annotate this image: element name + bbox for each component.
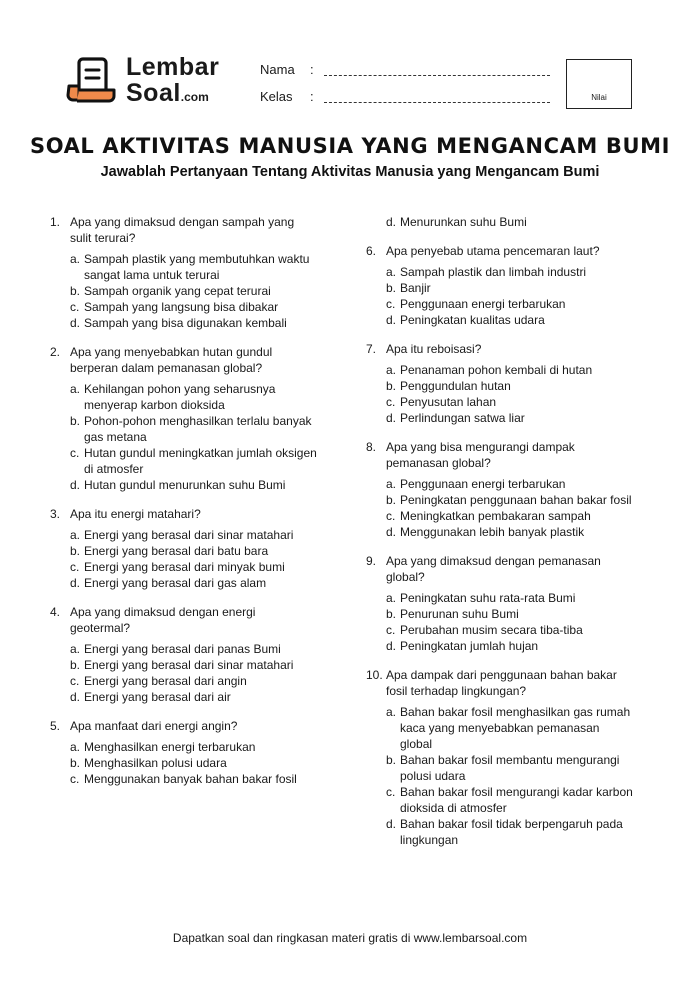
option-text: Energi yang berasal dari sinar matahari bbox=[84, 528, 294, 542]
question-number: 5. bbox=[50, 719, 61, 733]
option-letter: d. bbox=[386, 215, 397, 229]
option-letter: c. bbox=[70, 446, 80, 460]
brand-logo bbox=[126, 54, 219, 110]
option-b[interactable] bbox=[386, 280, 634, 296]
question-9 bbox=[366, 553, 634, 654]
logo-text-line1: Lembar bbox=[126, 53, 220, 81]
option-letter: c. bbox=[70, 560, 80, 574]
question-text: Apa yang dimaksud dengan pemanasan global? bbox=[386, 554, 601, 584]
question-number: 6. bbox=[366, 244, 377, 258]
option-d[interactable] bbox=[70, 477, 318, 493]
question-number: 9. bbox=[366, 554, 377, 568]
option-letter: d. bbox=[386, 411, 397, 425]
option-letter: c. bbox=[386, 623, 396, 637]
page-subtitle: Jawablah Pertanyaan Tentang Aktivitas Manusia yang Mengancam Bumi bbox=[100, 164, 600, 180]
option-text: Sampah organik yang cepat terurai bbox=[84, 284, 271, 298]
option-text: Meningkatkan pembakaran sampah bbox=[400, 509, 591, 523]
question-number: 10. bbox=[366, 668, 383, 682]
option-text: Penyusutan lahan bbox=[400, 395, 497, 409]
questions-left-column bbox=[50, 214, 318, 800]
option-text: Perlindungan satwa liar bbox=[400, 411, 525, 425]
option-c[interactable] bbox=[386, 508, 634, 524]
class-label: Kelas bbox=[260, 89, 293, 104]
option-text: Energi yang berasal dari minyak bumi bbox=[84, 560, 285, 574]
option-a[interactable] bbox=[386, 590, 634, 606]
option-d[interactable] bbox=[70, 315, 318, 331]
question-8 bbox=[366, 439, 634, 540]
option-letter: a. bbox=[386, 477, 397, 491]
footer-text: Dapatkan soal dan ringkasan materi gratis di www.lembarsoal.com bbox=[172, 931, 528, 945]
option-text: Peningkatan suhu rata-rata Bumi bbox=[400, 591, 576, 605]
option-c[interactable] bbox=[70, 299, 318, 315]
option-a[interactable] bbox=[70, 251, 318, 283]
option-d[interactable] bbox=[386, 312, 634, 328]
option-letter: b. bbox=[386, 493, 397, 507]
question-text: Apa penyebab utama pencemaran laut? bbox=[386, 244, 600, 258]
option-letter: b. bbox=[386, 281, 397, 295]
class-input-line[interactable] bbox=[324, 102, 550, 103]
option-b[interactable] bbox=[70, 543, 318, 559]
option-letter: b. bbox=[386, 379, 397, 393]
option-b[interactable] bbox=[70, 413, 318, 445]
option-text: Banjir bbox=[400, 281, 431, 295]
option-letter: a. bbox=[386, 265, 397, 279]
class-field[interactable] bbox=[260, 89, 560, 109]
option-b[interactable] bbox=[386, 378, 634, 394]
option-text: Energi yang berasal dari air bbox=[84, 690, 231, 704]
option-text: Energi yang berasal dari sinar matahari bbox=[84, 658, 294, 672]
option-letter: a. bbox=[386, 591, 397, 605]
option-a[interactable] bbox=[386, 704, 634, 752]
option-c[interactable] bbox=[70, 559, 318, 575]
score-label: Nilai bbox=[591, 93, 607, 102]
option-b[interactable] bbox=[386, 606, 634, 622]
question-number: 7. bbox=[366, 342, 377, 356]
option-a[interactable] bbox=[70, 739, 318, 755]
name-colon: : bbox=[310, 62, 314, 77]
option-b[interactable] bbox=[70, 283, 318, 299]
option-letter: d. bbox=[70, 690, 81, 704]
option-a[interactable] bbox=[386, 362, 634, 378]
name-input-line[interactable] bbox=[324, 75, 550, 76]
option-letter: d. bbox=[70, 478, 81, 492]
option-text: Peningkatan kualitas udara bbox=[400, 313, 545, 327]
option-text: Menghasilkan polusi udara bbox=[84, 756, 227, 770]
option-a[interactable] bbox=[70, 527, 318, 543]
option-letter: c. bbox=[386, 297, 396, 311]
option-letter: c. bbox=[70, 772, 80, 786]
question-text: Apa yang dimaksud dengan energi geotermal? bbox=[70, 605, 256, 635]
question-number: 2. bbox=[50, 345, 61, 359]
option-letter: a. bbox=[386, 363, 397, 377]
option-letter: c. bbox=[386, 395, 396, 409]
question-text: Apa dampak dari penggunaan bahan bakar fosil terhadap lingkungan? bbox=[386, 668, 617, 698]
question-text: Apa itu energi matahari? bbox=[70, 507, 201, 521]
option-text: Energi yang berasal dari panas Bumi bbox=[84, 642, 281, 656]
option-text: Bahan bakar fosil mengurangi kadar karbon dioksida di atmosfer bbox=[400, 785, 633, 815]
option-text: Hutan gundul meningkatkan jumlah oksigen di atmosfer bbox=[84, 446, 317, 476]
option-letter: d. bbox=[386, 639, 397, 653]
option-letter: d. bbox=[386, 525, 397, 539]
logo-text-soal: Soal bbox=[126, 79, 181, 107]
name-field[interactable] bbox=[260, 62, 560, 82]
option-letter: a. bbox=[70, 382, 81, 396]
option-letter: c. bbox=[70, 300, 80, 314]
option-d[interactable] bbox=[386, 410, 634, 426]
option-letter: c. bbox=[386, 785, 396, 799]
option-c[interactable] bbox=[70, 771, 318, 787]
option-text: Penggunaan energi terbarukan bbox=[400, 297, 566, 311]
name-label: Nama bbox=[260, 62, 295, 77]
option-c[interactable] bbox=[386, 622, 634, 638]
question-7 bbox=[366, 341, 634, 426]
question-3 bbox=[50, 506, 318, 591]
question-text: Apa itu reboisasi? bbox=[386, 342, 482, 356]
question-10 bbox=[366, 667, 634, 848]
question-1 bbox=[50, 214, 318, 331]
option-c[interactable] bbox=[70, 445, 318, 477]
option-text: Energi yang berasal dari angin bbox=[84, 674, 247, 688]
score-box[interactable] bbox=[566, 59, 632, 109]
option-a[interactable] bbox=[386, 476, 634, 492]
option-text: Kehilangan pohon yang seharusnya menyerap karbon dioksida bbox=[84, 382, 276, 412]
question-2 bbox=[50, 344, 318, 493]
option-text: Peningkatan jumlah hujan bbox=[400, 639, 539, 653]
option-letter: a. bbox=[70, 252, 81, 266]
questions-right-column bbox=[366, 214, 634, 861]
option-text: Sampah yang langsung bisa dibakar bbox=[84, 300, 279, 314]
option-text: Penanaman pohon kembali di hutan bbox=[400, 363, 593, 377]
option-a[interactable] bbox=[386, 264, 634, 280]
option-text: Energi yang berasal dari batu bara bbox=[84, 544, 269, 558]
option-text: Bahan bakar fosil menghasilkan gas rumah kaca yang menyebabkan pemanasan global bbox=[400, 705, 631, 751]
option-c[interactable] bbox=[386, 296, 634, 312]
option-text: Menghasilkan energi terbarukan bbox=[84, 740, 256, 754]
option-d[interactable] bbox=[70, 689, 318, 705]
option-c[interactable] bbox=[386, 784, 634, 816]
question-text: Apa yang bisa mengurangi dampak pemanasan global? bbox=[386, 440, 575, 470]
question-6 bbox=[366, 243, 634, 328]
option-letter: d. bbox=[70, 576, 81, 590]
option-letter: b. bbox=[70, 658, 81, 672]
logo-text-line2 bbox=[126, 80, 219, 110]
option-d[interactable] bbox=[70, 575, 318, 591]
option-c[interactable] bbox=[70, 673, 318, 689]
option-letter: b. bbox=[70, 284, 81, 298]
option-b[interactable] bbox=[70, 755, 318, 771]
option-text: Menggunakan banyak bahan bakar fosil bbox=[84, 772, 297, 786]
option-d[interactable] bbox=[386, 816, 634, 848]
question-4 bbox=[50, 604, 318, 705]
question-text: Apa manfaat dari energi angin? bbox=[70, 719, 238, 733]
option-text: Pohon-pohon menghasilkan terlalu banyak gas metana bbox=[84, 414, 312, 444]
option-letter: c. bbox=[70, 674, 80, 688]
option-text: Menurunkan suhu Bumi bbox=[400, 215, 527, 229]
option-letter: d. bbox=[386, 313, 397, 327]
option-text: Bahan bakar fosil tidak berpengaruh pada lingkungan bbox=[400, 817, 623, 847]
class-colon: : bbox=[310, 89, 314, 104]
option-d[interactable] bbox=[386, 214, 634, 230]
option-text: Energi yang berasal dari gas alam bbox=[84, 576, 267, 590]
question-number: 8. bbox=[366, 440, 377, 454]
option-c[interactable] bbox=[386, 394, 634, 410]
question-number: 4. bbox=[50, 605, 61, 619]
question-text: Apa yang dimaksud dengan sampah yang sulit terurai? bbox=[70, 215, 295, 245]
option-d[interactable] bbox=[386, 524, 634, 540]
option-text: Hutan gundul menurunkan suhu Bumi bbox=[84, 478, 286, 492]
option-text: Sampah yang bisa digunakan kembali bbox=[84, 316, 287, 330]
option-letter: c. bbox=[386, 509, 396, 523]
option-b[interactable] bbox=[70, 657, 318, 673]
option-d[interactable] bbox=[386, 638, 634, 654]
option-text: Penggunaan energi terbarukan bbox=[400, 477, 566, 491]
option-text: Penggundulan hutan bbox=[400, 379, 511, 393]
option-text: Perubahan musim secara tiba-tiba bbox=[400, 623, 583, 637]
option-text: Bahan bakar fosil membantu mengurangi polusi udara bbox=[400, 753, 620, 783]
option-letter: b. bbox=[70, 544, 81, 558]
question-number: 1. bbox=[50, 215, 61, 229]
option-a[interactable] bbox=[70, 641, 318, 657]
option-text: Menggunakan lebih banyak plastik bbox=[400, 525, 585, 539]
option-letter: b. bbox=[70, 414, 81, 428]
option-letter: b. bbox=[386, 753, 397, 767]
question-5 bbox=[50, 718, 318, 787]
question-number: 3. bbox=[50, 507, 61, 521]
option-letter: b. bbox=[70, 756, 81, 770]
option-text: Peningkatan penggunaan bahan bakar fosil bbox=[400, 493, 632, 507]
option-letter: a. bbox=[70, 642, 81, 656]
question-text: Apa yang menyebabkan hutan gundul berperan dalam pemanasan global? bbox=[70, 345, 273, 375]
option-letter: a. bbox=[386, 705, 397, 719]
document-logo-icon bbox=[66, 56, 120, 108]
option-letter: d. bbox=[386, 817, 397, 831]
question-5-continued bbox=[366, 214, 634, 230]
option-letter: a. bbox=[70, 528, 81, 542]
option-text: Sampah plastik yang membutuhkan waktu sangat lama untuk terurai bbox=[84, 252, 310, 282]
option-b[interactable] bbox=[386, 752, 634, 784]
option-b[interactable] bbox=[386, 492, 634, 508]
option-a[interactable] bbox=[70, 381, 318, 413]
option-letter: b. bbox=[386, 607, 397, 621]
logo-suffix: .com bbox=[180, 90, 209, 104]
option-letter: a. bbox=[70, 740, 81, 754]
option-text: Sampah plastik dan limbah industri bbox=[400, 265, 587, 279]
page-title: SOAL AKTIVITAS MANUSIA YANG MENGANCAM BUMI bbox=[29, 134, 671, 158]
option-letter: d. bbox=[70, 316, 81, 330]
option-text: Penurunan suhu Bumi bbox=[400, 607, 519, 621]
